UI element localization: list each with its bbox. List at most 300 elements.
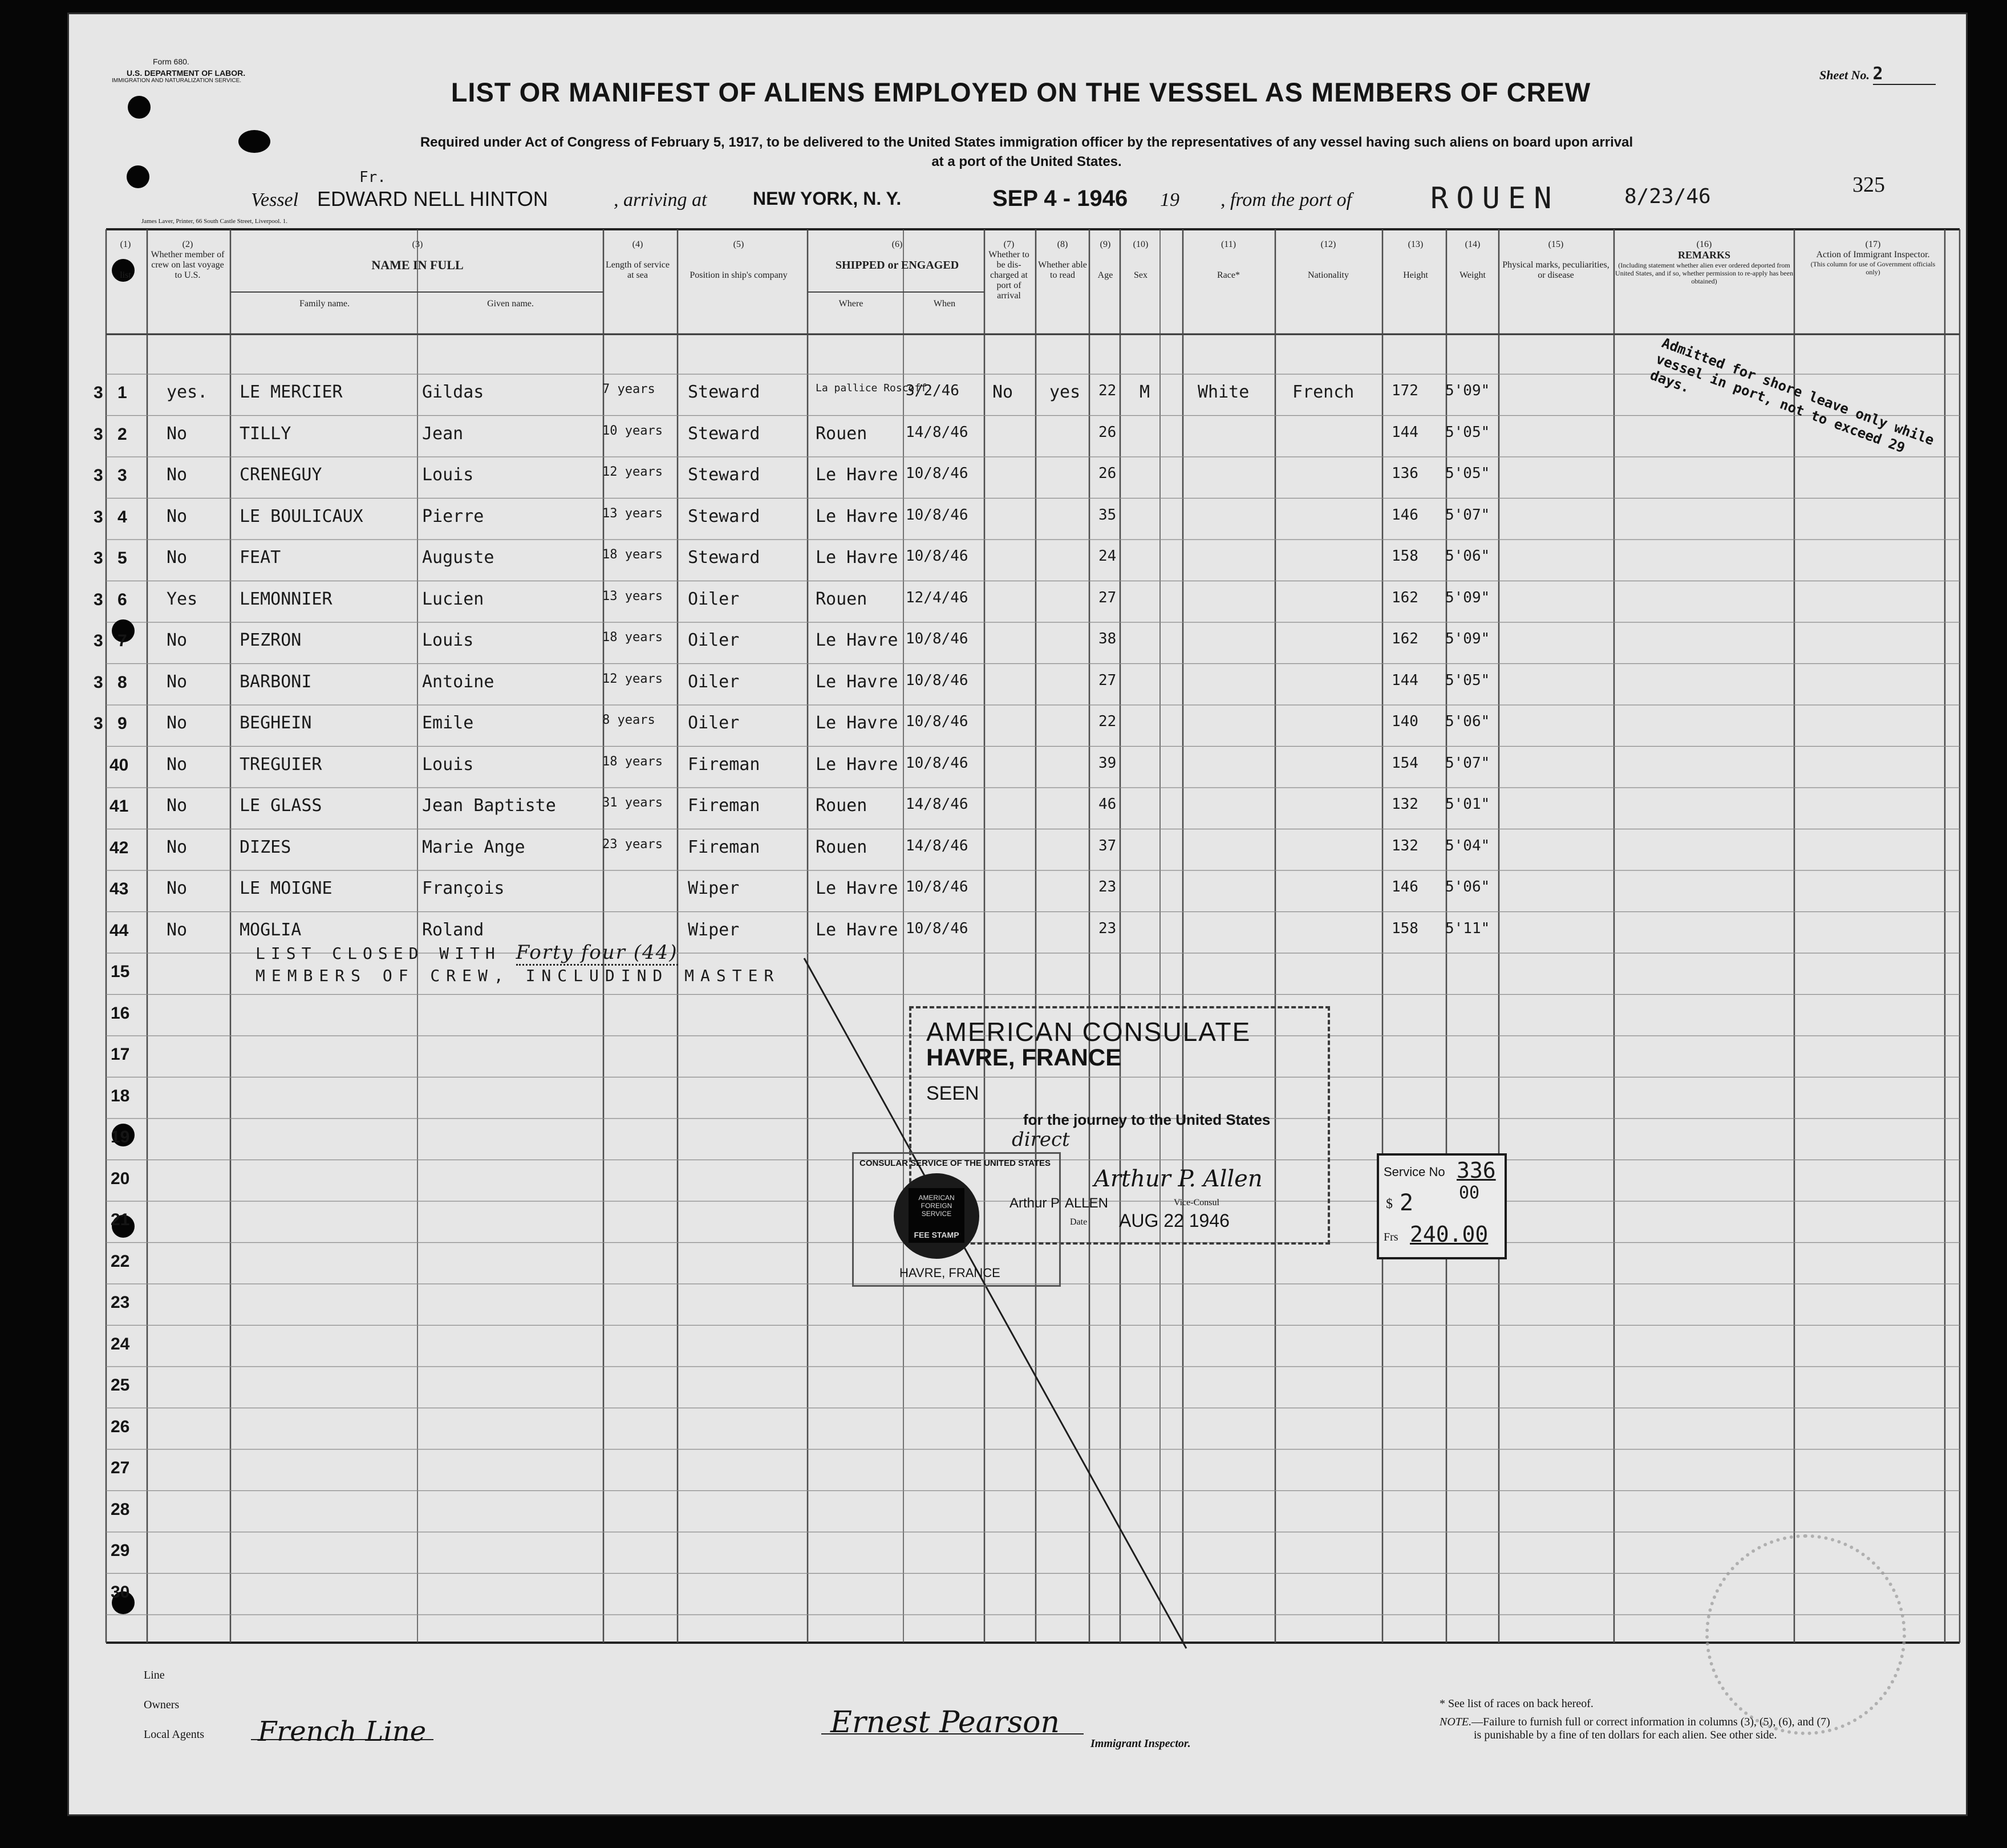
row-number: 17 [111,1045,130,1064]
shipped-where-cell: Le Havre [816,671,898,692]
fee-stamp-center: AMERICAN FOREIGN SERVICE [918,1194,955,1218]
last-voyage-cell: No [167,837,188,857]
row-number: 28 [111,1500,130,1519]
height-cell: 172 [1392,382,1418,399]
position-cell: Steward [688,382,760,402]
position-cell: Fireman [688,754,760,775]
position-cell: Fireman [688,837,760,857]
discharged-cell: No [992,382,1013,402]
col-10-header [1121,240,1160,281]
last-voyage-cell: No [167,671,188,692]
shipped-when-cell: 10/8/46 [906,548,968,565]
shipped-when-cell: 10/8/46 [906,630,968,647]
col-12-number: (12) [1320,240,1336,249]
height-cell: 132 [1392,837,1418,854]
footer-owners-label: Owners [144,1699,180,1711]
row-number: 23 [111,1293,130,1312]
col-13-label: Height [1403,270,1428,280]
col-6-header [809,240,986,271]
row-number: 44 [110,921,129,940]
age-cell: 23 [1098,919,1117,937]
given-name-cell: Antoine [422,671,494,692]
row-prefix: 3 [94,590,103,609]
age-cell: 39 [1098,754,1117,772]
col-1-header [113,240,138,281]
year-label: 19 [1160,189,1179,210]
given-name-cell: Gildas [422,382,484,402]
shipped-where-cell: Le Havre [816,713,898,733]
form-number: Form 680. [153,57,189,66]
consulate-line-5: direct [1012,1128,1070,1151]
consul-name: Arthur P. ALLEN [1009,1195,1108,1211]
shipped-when-cell: 10/8/46 [906,506,968,524]
row-number: 4 [117,507,127,526]
francs-label: Frs [1384,1231,1398,1243]
department-name: U.S. DEPARTMENT OF LABOR. [127,68,246,78]
family-name-cell: LE GLASS [240,796,322,816]
family-name-cell: BARBONI [240,671,312,692]
consul-signature: Arthur P. Allen [1094,1166,1263,1192]
row-number: 25 [111,1376,130,1395]
col-12-label: Nationality [1308,270,1349,280]
vessel-prefix: Fr. [359,169,386,186]
family-name-cell: LEMONNIER [240,589,333,609]
age-cell: 35 [1098,506,1117,524]
weight-cell: 5'06" [1445,713,1490,730]
height-cell: 144 [1392,423,1418,441]
service-cell: 18 years [602,630,663,645]
shipped-when-cell: 10/8/46 [906,671,968,689]
col-11-header [1183,240,1274,281]
col-8-label: Whether able to read [1038,260,1087,280]
row-number: 27 [111,1458,130,1477]
col-3-header [232,240,603,272]
col-5-header [679,240,798,281]
row-number: 41 [110,797,129,816]
height-cell: 146 [1392,878,1418,895]
service-cell: 12 years [602,465,663,479]
shipped-when-cell: 10/8/46 [906,465,968,482]
col-8-header [1038,240,1087,281]
row-prefix: 3 [94,714,103,733]
last-voyage-cell: No [167,878,188,898]
shipped-where-cell: Le Havre [816,465,898,485]
col-17-header [1805,240,1941,276]
col-4-label: Length of service at sea [606,260,670,280]
dollar-label: $ [1386,1197,1393,1211]
last-voyage-cell: No [167,630,188,650]
row-number: 26 [111,1417,130,1436]
col-14-number: (14) [1465,240,1481,249]
col-16-header [1615,240,1793,285]
row-prefix: 3 [94,424,103,444]
vessel-line [251,169,1848,216]
row-number: 43 [110,880,129,898]
col-9-label: Age [1097,270,1113,280]
age-cell: 22 [1098,382,1117,399]
col-3-number: (3) [412,240,423,249]
age-cell: 46 [1098,796,1117,813]
weight-cell: 5'09" [1445,382,1490,399]
inspector-signature: Ernest Pearson [830,1705,1060,1740]
given-name-cell: Louis [422,754,474,775]
col-4-number: (4) [632,240,643,249]
col-17-number: (17) [1865,240,1881,249]
shipped-where-cell: Rouen [816,837,867,857]
consulate-line-4: for the journey to the United States [1023,1111,1271,1128]
col-8-number: (8) [1057,240,1068,249]
printer-credit: James Laver, Printer, 66 South Castle Street, Liverpool. 1. [141,218,288,225]
position-cell: Oiler [688,671,740,692]
service-cell: 12 years [602,671,663,686]
embossed-seal-icon [1705,1534,1906,1735]
weight-cell: 5'05" [1445,465,1490,482]
age-cell: 26 [1098,423,1117,441]
shipped-when-cell: 14/8/46 [906,837,968,854]
col-14-label: Weight [1459,270,1486,280]
col-15-label: Physical marks, peculiarities, or disease [1502,260,1609,280]
position-cell: Fireman [688,796,760,816]
col-3a-header: Family name. [299,299,350,309]
shipped-where-cell: Le Havre [816,919,898,940]
age-cell: 37 [1098,837,1117,854]
sheet-label-text: Sheet No. [1819,68,1870,82]
given-name-cell: Louis [422,465,474,485]
row-prefix: 3 [94,672,103,692]
given-name-cell: Auguste [422,548,494,568]
row-number: 8 [117,672,127,692]
col-17-label: Action of Immigrant Inspector. [1816,250,1930,260]
age-cell: 22 [1098,713,1117,730]
height-cell: 162 [1392,630,1418,647]
fee-stamp-top: CONSULAR SERVICE OF THE UNITED STATES [859,1158,1051,1168]
service-cell: 18 years [602,548,663,562]
family-name-cell: BEGHEIN [240,713,312,733]
shipped-where-cell: Rouen [816,796,867,816]
shipped-when-cell: 14/8/46 [906,796,968,813]
col-1-number: (1) [120,240,131,249]
col-17-sublabel: (This column for use of Government officials only) [1810,260,1936,276]
service-name: IMMIGRATION AND NATURALIZATION SERVICE. [112,78,242,84]
note-races: * See list of races on back hereof. [1440,1697,1594,1710]
col-15-header [1500,240,1612,281]
row-prefix: 3 [94,549,103,568]
height-cell: 132 [1392,796,1418,813]
col-11-number: (11) [1221,240,1236,249]
fee-stamp-bottom: HAVRE, FRANCE [899,1266,1000,1280]
race-cell: White [1198,382,1250,402]
weight-cell: 5'06" [1445,878,1490,895]
consulate-line-3: SEEN [926,1083,979,1104]
from-port: ROUEN [1430,181,1560,216]
age-cell: 26 [1098,465,1117,482]
family-name-cell: TREGUIER [240,754,322,775]
col-16-label: REMARKS [1677,249,1730,261]
position-cell: Wiper [688,878,740,898]
position-cell: Oiler [688,589,740,609]
row-prefix: 3 [94,631,103,650]
row-number: 1 [117,383,127,402]
row-number: 15 [111,962,130,981]
position-cell: Wiper [688,919,740,940]
weight-cell: 5'07" [1445,506,1490,524]
row-number: 3 [117,466,127,485]
row-number: 19 [111,1128,130,1146]
punch-hole [128,96,151,119]
col-7-header [984,240,1033,301]
last-voyage-cell: Yes [167,589,198,609]
col-2-header [149,240,226,281]
consul-title: Vice-Consul [1174,1198,1219,1207]
col-13-header [1385,240,1446,281]
height-cell: 154 [1392,754,1418,772]
last-voyage-cell: No [167,548,188,568]
note-text-2: is punishable by a fine of ten dollars for each alien. See other side. [1474,1729,1777,1741]
service-cell: 18 years [602,754,663,769]
position-cell: Steward [688,465,760,485]
service-cell: 10 years [602,423,663,438]
remarks-stamp: Admitted for shore leave only while vessel in port, not to exceed 29 days. [1648,334,1936,456]
family-name-cell: CRENEGUY [240,465,322,485]
family-name-cell: LE MOIGNE [240,878,333,898]
row-number: 5 [117,549,127,568]
service-cell: 23 years [602,837,663,852]
col-12-header [1275,240,1381,281]
footer-line-label: Line [144,1669,165,1681]
fee-stamp [852,1152,1061,1287]
given-name-cell: François [422,878,505,898]
row-number: 9 [117,714,127,733]
row-number: 42 [110,838,129,857]
row-number: 2 [117,424,127,444]
row-number: 40 [110,755,129,775]
family-name-cell: FEAT [240,548,281,568]
col-15-number: (15) [1548,240,1564,249]
service-box [1377,1153,1507,1259]
from-date: 8/23/46 [1624,185,1711,208]
shipped-where-cell: Rouen [816,423,867,444]
height-cell: 146 [1392,506,1418,524]
row-number: 7 [117,631,127,650]
weight-cell: 5'06" [1445,548,1490,565]
height-cell: 144 [1392,671,1418,689]
height-cell: 158 [1392,548,1418,565]
form-title: LIST OR MANIFEST OF ALIENS EMPLOYED ON THE VESSEL AS MEMBERS OF CREW [451,77,1591,107]
row-number: 30 [111,1582,130,1602]
row-number: 6 [117,590,127,609]
last-voyage-cell: No [167,506,188,526]
service-cell: 31 years [602,796,663,810]
inspector-label: Immigrant Inspector. [1090,1737,1191,1750]
consul-date: AUG 22 1946 [1119,1210,1230,1231]
family-name-cell: TILLY [240,423,291,444]
dollar-amount: 2 [1400,1190,1414,1216]
service-cell: 8 years [602,713,655,727]
family-name-cell: DIZES [240,837,291,857]
family-name-cell: LE MERCIER [240,382,343,402]
col-5-number: (5) [733,240,744,249]
col-3-label: NAME IN FULL [371,258,464,272]
col-3b-header: Given name. [487,299,534,309]
weight-cell: 5'01" [1445,796,1490,813]
vessel-name: EDWARD NELL HINTON [317,187,548,210]
footer-agents-label: Local Agents [144,1728,205,1741]
family-name-cell: LE BOULICAUX [240,506,363,526]
sheet-number: 2 [1873,64,1936,85]
given-name-cell: Jean [422,423,464,444]
given-name-cell: Marie Ange [422,837,525,857]
row-number: 29 [111,1541,130,1560]
weight-cell: 5'11" [1445,919,1490,937]
given-name-cell: Roland [422,919,484,940]
height-cell: 162 [1392,589,1418,606]
col-5-label: Position in ship's company [690,270,788,280]
service-cell: 13 years [602,589,663,603]
height-cell: 140 [1392,713,1418,730]
given-name-cell: Pierre [422,506,484,526]
last-voyage-cell: No [167,919,188,940]
service-cell: 13 years [602,506,663,521]
col-4-header [603,240,672,281]
list-closed-count: Forty four (44) [516,941,678,966]
col-11-label: Race* [1217,270,1240,280]
shipped-when-cell: 10/8/46 [906,713,968,730]
weight-cell: 5'05" [1445,671,1490,689]
col-6-number: (6) [891,240,903,249]
weight-cell: 5'05" [1445,423,1490,441]
last-voyage-cell: yes. [167,382,208,402]
service-cell: 7 years [602,382,655,396]
weight-cell: 5'09" [1445,630,1490,647]
shipped-where-cell: La pallice Roscoff [816,382,927,394]
note-fine [1440,1716,1953,1742]
fee-stamp-label [909,1188,964,1243]
from-label: , from the port of [1221,189,1352,210]
consul-date-label: Date [1070,1217,1088,1227]
last-voyage-cell: No [167,423,188,444]
service-number: 336 [1457,1158,1496,1183]
consulate-line-2: HAVRE, FRANCE [926,1044,1122,1071]
height-cell: 158 [1392,919,1418,937]
shipped-when-cell: 14/8/46 [906,423,968,441]
col-2-number: (2) [182,240,193,249]
age-cell: 27 [1098,589,1117,606]
col-16-number: (16) [1696,240,1712,249]
col-9-header [1090,240,1120,281]
age-cell: 23 [1098,878,1117,895]
row-number: 24 [111,1334,130,1353]
row-number: 21 [111,1210,130,1229]
weight-cell: 5'07" [1445,754,1490,772]
given-name-cell: Lucien [422,589,484,609]
col-16-sublabel: (Including statement whether alien ever ordered deported from United States, and if so, whether permission to re-apply has been obtained) [1615,261,1793,285]
row-prefix: 3 [94,466,103,485]
able-to-read-cell: yes [1049,382,1081,402]
weight-cell: 5'09" [1445,589,1490,606]
shipped-where-cell: Le Havre [816,630,898,650]
col-6a-header: Where [838,299,863,309]
col-10-number: (10) [1133,240,1149,249]
vessel-label: Vessel [251,189,299,210]
nationality-cell: French [1292,382,1355,402]
col-7-number: (7) [1003,240,1015,249]
col-6b-header: When [933,299,956,309]
position-cell: Steward [688,506,760,526]
shipped-where-cell: Le Havre [816,548,898,568]
fee-stamp-fee: FEE STAMP [914,1230,959,1239]
punch-hole [127,165,149,188]
col-14-header [1446,240,1499,281]
subtitle-line-2: at a port of the United States. [931,154,1122,169]
shipped-where-cell: Le Havre [816,878,898,898]
given-name-cell: Louis [422,630,474,650]
position-cell: Steward [688,423,760,444]
arrival-date-stamp: SEP 4 - 1946 [992,186,1128,211]
shipped-when-cell: 10/8/46 [906,878,968,895]
note-label: NOTE. [1440,1716,1472,1728]
weight-cell: 5'04" [1445,837,1490,854]
arriving-label: , arriving at [614,189,707,210]
col-10-label: Sex [1134,270,1148,280]
col-6-label: SHIPPED or ENGAGED [835,259,959,271]
given-name-cell: Jean Baptiste [422,796,556,816]
shipped-where-cell: Rouen [816,589,867,609]
note-text-1: —Failure to furnish full or correct information in columns (3), (5), (6), and (7) [1471,1716,1830,1728]
list-closed-line-1 [256,941,678,964]
last-voyage-cell: No [167,465,188,485]
shipped-when-cell: 10/8/46 [906,754,968,772]
list-closed-text: LIST CLOSED WITH [256,944,501,963]
row-prefix: 3 [94,383,103,402]
col-13-number: (13) [1408,240,1424,249]
shipped-when-cell: 12/4/46 [906,589,968,606]
col-9-number: (9) [1100,240,1111,249]
family-name-cell: MOGLIA [240,919,302,940]
sex-cell: M [1140,382,1150,402]
col-7-label: Whether to be dis-charged at port of arrival [988,250,1029,301]
age-cell: 27 [1098,671,1117,689]
sheet-label [1819,64,1936,85]
age-cell: 38 [1098,630,1117,647]
height-cell: 136 [1392,465,1418,482]
shipped-where-cell: Le Havre [816,754,898,775]
consulate-line-1: AMERICAN CONSULATE [926,1017,1251,1047]
last-voyage-cell: No [167,713,188,733]
col-2-label: Whether member of crew on last voyage to U.S. [151,250,225,280]
row-number: 22 [111,1251,130,1271]
last-voyage-cell: No [167,754,188,775]
age-cell: 24 [1098,548,1117,565]
shipped-when-cell: 10/8/46 [906,919,968,937]
row-number: 18 [111,1086,130,1105]
col-1-label: list [120,270,131,280]
shipped-when-cell: 3/2/46 [906,382,959,399]
footer-agents-value: French Line [258,1716,427,1748]
service-label: Service No [1384,1165,1445,1179]
subtitle-line-1: Required under Act of Congress of February 5, 1917, to be delivered to the United States immigration officer by the representatives of any vessel having such aliens on board upon arrival [420,135,1633,150]
shipped-where-cell: Le Havre [816,506,898,526]
position-cell: Steward [688,548,760,568]
page-number: 325 [1852,173,1885,197]
position-cell: Oiler [688,713,740,733]
position-cell: Oiler [688,630,740,650]
arriving-port: NEW YORK, N. Y. [753,188,902,209]
row-prefix: 3 [94,507,103,526]
family-name-cell: PEZRON [240,630,302,650]
given-name-cell: Emile [422,713,474,733]
francs-amount: 240.00 [1410,1222,1489,1247]
list-closed-line-2: MEMBERS OF CREW, INCLUDIND MASTER [256,966,780,985]
